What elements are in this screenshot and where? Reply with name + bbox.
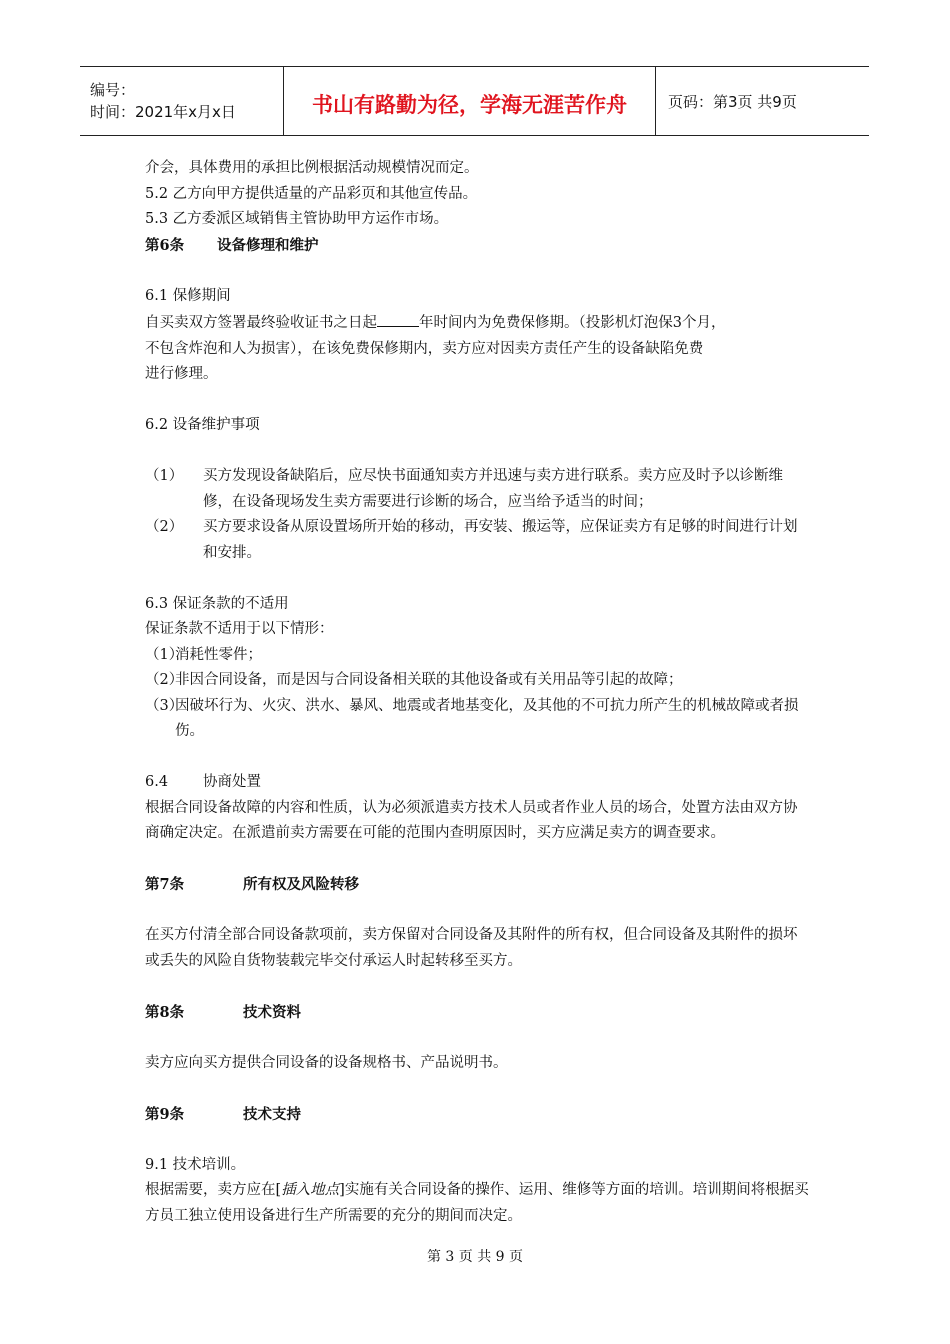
paragraph: 5.2 乙方向甲方提供适量的产品彩页和其他宣传品。 [145, 185, 478, 202]
list-text: 非因合同设备，而是因与合同设备相关联的其他设备或有关用品等引起的故障； [175, 672, 683, 688]
article-9-heading [145, 1102, 809, 1128]
text-span: ]实施有关合同设备的操作、运用、维修等方面的培训。培训期间将根据买方员工独立使用设备进行生产所需要的充分的期间而决定。 [145, 1182, 809, 1224]
list-item [145, 668, 809, 694]
paragraph [145, 309, 809, 337]
article-number: 第9条 [145, 1105, 185, 1123]
article-7-heading [145, 872, 809, 898]
list-item [145, 464, 809, 515]
text-span: 根据需要，卖方应在[ [145, 1182, 282, 1198]
list-item [145, 694, 809, 745]
article-number: 第6条 [145, 236, 185, 254]
page-footer: 第 3 页 共 9 页 [426, 1249, 524, 1265]
paragraph: 卖方应向买方提供合同设备的设备规格书、产品说明书。 [145, 1054, 508, 1071]
list-text: 买方要求设备从原设置场所开始的移动，再安装、搬运等，应保证卖方有足够的时间进行计划和安排。 [203, 519, 798, 561]
header-motto: 书山有路勤为径，学海无涯苦作舟 [283, 67, 656, 135]
section-heading [145, 770, 809, 796]
list-item [145, 515, 809, 566]
list-label: （2） [145, 519, 184, 535]
article-title: 所有权及风险转移 [243, 876, 359, 893]
paragraph: 根据合同设备故障的内容和性质，认为必须派遣卖方技术人员或者作业人员的场合，处置方法由双方协商确定决定。在派遣前卖方需要在可能的范围内查明原因时，买方应满足卖方的调查要求。 [145, 799, 798, 841]
section-heading: 6.3 保证条款的不适用 [145, 595, 289, 612]
code-label: 编号： [90, 81, 136, 99]
header-meta [80, 67, 283, 135]
list-item [145, 643, 809, 669]
list-text: 因破坏行为、火灾、洪水、暴风、地震或者地基变化，及其他的不可抗力所产生的机械故障或者损伤。 [175, 697, 799, 739]
article-title: 设备修理和维护 [217, 236, 319, 254]
header-page-label: 页码：第3页 共9页 [668, 92, 797, 111]
section-heading: 9.1 技术培训。 [145, 1156, 246, 1173]
document-body [145, 156, 809, 1229]
list-label: （2） [145, 672, 184, 688]
section-heading: 6.1 保修期间 [145, 287, 231, 304]
list-text: 买方发现设备缺陷后，应尽快书面通知卖方并迅速与卖方进行联系。卖方应及时予以诊断维修，在设备现场发生卖方需要进行诊断的场合，应当给予适当的时间； [203, 468, 783, 510]
placeholder-text: 插入地点 [281, 1182, 340, 1198]
list-label: （1） [145, 646, 184, 663]
page-header [80, 66, 869, 136]
section-title: 协商处置 [203, 774, 261, 790]
article-title: 技术资料 [243, 1003, 301, 1021]
text-span: 年时间内为免费保修期。（投影机灯泡保3个月， [419, 315, 726, 331]
article-title: 技术支持 [243, 1105, 301, 1123]
article-number: 第8条 [145, 1003, 185, 1021]
paragraph: 进行修理。 [145, 366, 218, 382]
section-number: 6.4 [145, 774, 169, 790]
blank-line [377, 309, 419, 327]
paragraph: 不包含炸泡和人为损害），在该免费保修期内，卖方应对因卖方责任产生的设备缺陷免费 [145, 340, 704, 357]
paragraph: 保证条款不适用于以下情形： [145, 621, 334, 637]
paragraph [145, 1178, 809, 1229]
article-number: 第7条 [145, 876, 185, 893]
list-text: 消耗性零件； [175, 646, 262, 663]
article-8-heading [145, 1000, 809, 1026]
article-6-heading [145, 233, 809, 259]
date-label: 时间：2021年x月x日 [90, 103, 236, 121]
text-span: 自买卖双方签署最终验收证书之日起 [145, 315, 377, 331]
list-label: （1） [145, 468, 184, 484]
paragraph: 在买方付清全部合同设备款项前，卖方保留对合同设备及其附件的所有权，但合同设备及其附件的损坏或丢失的风险自货物装载完毕交付承运人时起转移至买方。 [145, 927, 798, 969]
section-heading: 6.2 设备维护事项 [145, 417, 260, 433]
paragraph: 介会，具体费用的承担比例根据活动规模情况而定。 [145, 160, 479, 176]
list-label: （3） [145, 697, 184, 714]
paragraph: 5.3 乙方委派区域销售主管协助甲方运作市场。 [145, 211, 449, 227]
